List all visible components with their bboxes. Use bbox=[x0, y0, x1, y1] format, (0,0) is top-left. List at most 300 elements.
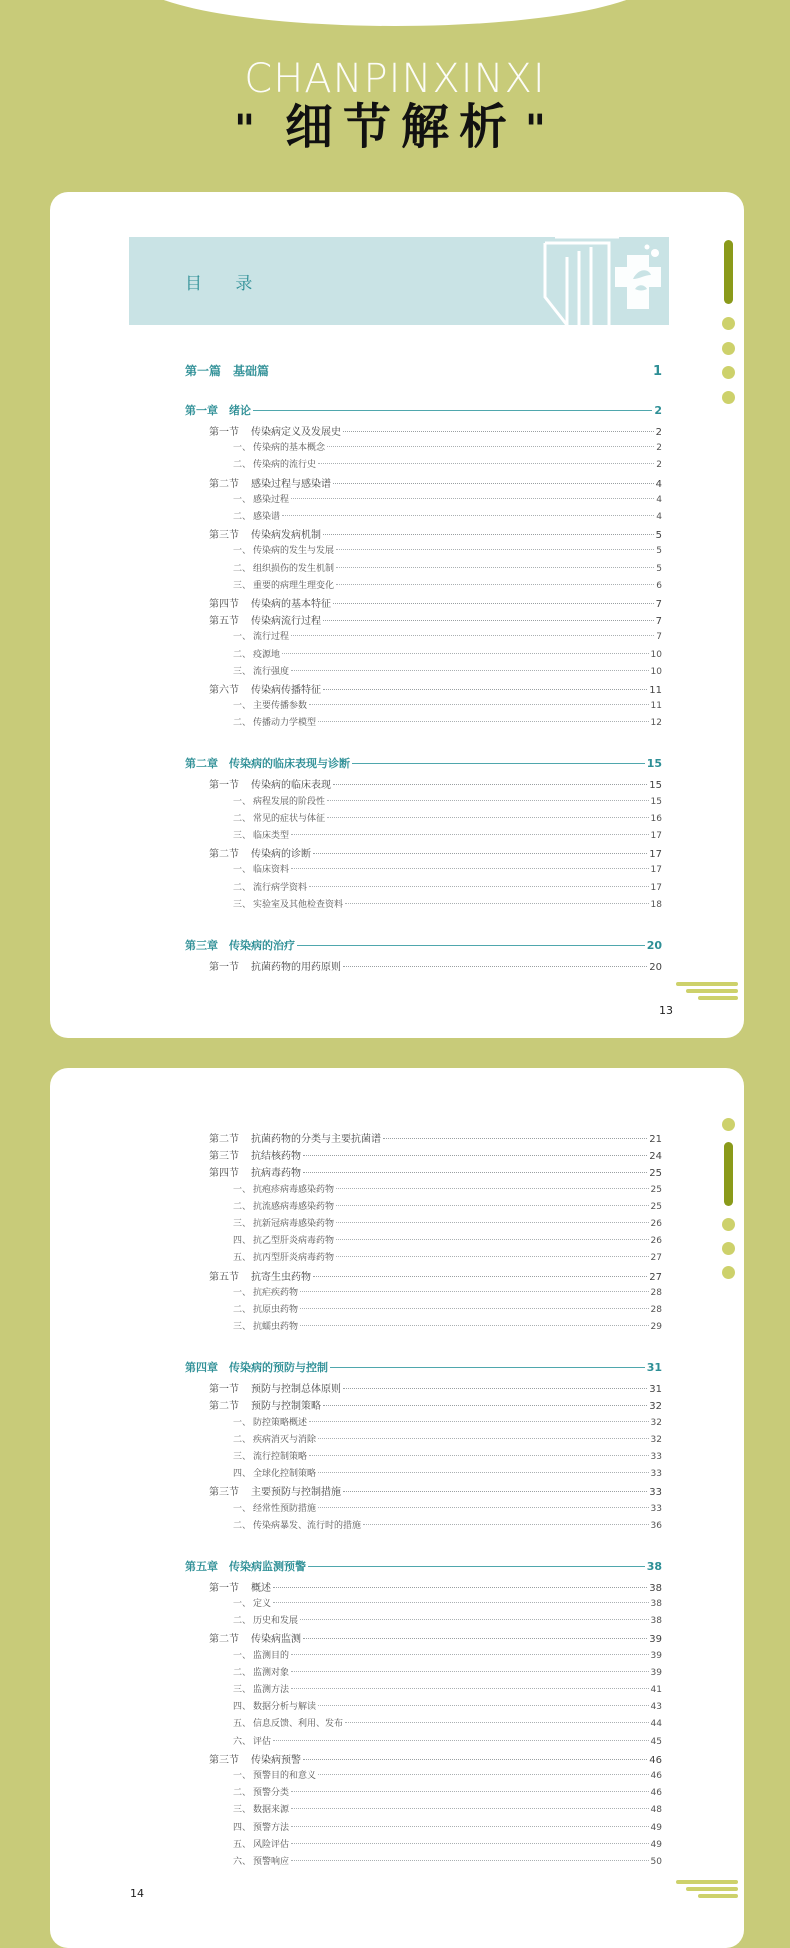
toc-entry-title: 预防与控制策略 bbox=[251, 1401, 321, 1413]
toc-entry-number: 一、 bbox=[233, 1771, 252, 1781]
toc-entry-title: 传染病的基本特征 bbox=[251, 599, 331, 610]
toc-entry-page: 46 bbox=[650, 1788, 662, 1799]
toc-entry-label bbox=[209, 423, 341, 438]
toc-entry-title: 传染病的基本概念 bbox=[253, 443, 326, 454]
toc-leader-line bbox=[336, 1256, 649, 1257]
toc-item-row[interactable] bbox=[233, 1802, 662, 1815]
toc-entry-label bbox=[233, 1319, 298, 1332]
toc-entry-title: 监测对象 bbox=[253, 1667, 290, 1678]
toc-leader-line bbox=[343, 1491, 647, 1492]
toc-entry-number: 第三节 bbox=[209, 1151, 239, 1163]
toc-entry-page: 44 bbox=[650, 1719, 662, 1730]
side-indicator-dot bbox=[722, 391, 735, 404]
toc-section-row[interactable] bbox=[209, 1164, 662, 1179]
toc-entry-number: 一、 bbox=[233, 494, 252, 505]
toc-entry-number: 第二节 bbox=[209, 1634, 239, 1646]
toc-entry-label bbox=[233, 509, 280, 522]
toc-leader-line bbox=[291, 1843, 649, 1844]
toc-leader-line bbox=[336, 1239, 649, 1240]
toc-section-row[interactable] bbox=[209, 1130, 662, 1145]
toc-entry-number: 第一节 bbox=[209, 1384, 239, 1396]
toc-leader-line bbox=[323, 620, 654, 621]
toc-item-row[interactable] bbox=[233, 698, 662, 711]
toc-leader-line bbox=[273, 1587, 647, 1588]
toc-entry-page: 28 bbox=[650, 1305, 662, 1315]
toc-item-row[interactable] bbox=[233, 1734, 662, 1747]
toc-entry-label bbox=[233, 897, 343, 910]
side-indicator-dot bbox=[722, 1118, 735, 1131]
toc-entry-page: 5 bbox=[656, 563, 662, 574]
toc-entry-title: 预防与控制总体原则 bbox=[251, 1384, 341, 1396]
toc-leader-line bbox=[318, 721, 649, 722]
toc-entry-page: 43 bbox=[650, 1702, 662, 1713]
page-number: 14 bbox=[130, 1887, 144, 1900]
side-indicator-dot bbox=[722, 317, 735, 330]
toc-entry-label bbox=[233, 1768, 316, 1781]
toc-entry-page: 15 bbox=[649, 780, 662, 792]
toc-entry-number: 一、 bbox=[233, 1599, 252, 1609]
toc-chapter-row[interactable] bbox=[185, 402, 662, 418]
toc-leader-line bbox=[291, 1808, 649, 1809]
toc-item-row[interactable] bbox=[233, 1216, 662, 1229]
toc-entry-page: 10 bbox=[650, 649, 662, 660]
toc-entry-title: 第二章 传染病的临床表现与诊断 bbox=[185, 757, 350, 771]
toc-entry-label bbox=[233, 1596, 271, 1609]
side-indicator-dot bbox=[722, 1218, 735, 1231]
toc-entry-page: 18 bbox=[650, 899, 662, 910]
toc-entry-number: 二、 bbox=[233, 1305, 252, 1315]
toc-entry-page: 26 bbox=[650, 1236, 662, 1247]
toc-item-row[interactable] bbox=[233, 1432, 662, 1445]
toc-leader-line bbox=[291, 1791, 649, 1792]
toc-entry-page: 17 bbox=[650, 865, 662, 876]
toc-section-row[interactable] bbox=[209, 1751, 662, 1766]
toc-entry-number: 二、 bbox=[233, 882, 252, 893]
toc-entry-title: 疾病消灭与消除 bbox=[253, 1434, 317, 1445]
toc-entry-number: 二、 bbox=[233, 512, 252, 522]
toc-entry-title: 传染病的流行史 bbox=[253, 460, 317, 471]
toc-section-row[interactable] bbox=[209, 526, 662, 541]
toc-entry-label bbox=[233, 647, 280, 660]
toc-item-row[interactable] bbox=[233, 1285, 662, 1298]
toc-entry-label bbox=[233, 1820, 289, 1833]
toc-leader-line bbox=[291, 868, 649, 869]
toc-entry-number: 第三节 bbox=[209, 530, 239, 542]
toc-entry-number: 一、 bbox=[233, 701, 252, 712]
toc-section-row[interactable] bbox=[209, 1147, 662, 1162]
toc-item-row[interactable] bbox=[233, 1820, 662, 1833]
toc-item-row[interactable] bbox=[233, 862, 662, 875]
toc-entry-page: 28 bbox=[650, 1287, 662, 1298]
toc-entry-label bbox=[233, 1682, 289, 1695]
toc-entry-number: 三、 bbox=[233, 1322, 252, 1333]
toc-item-row[interactable] bbox=[233, 647, 662, 660]
toc-entry-number: 四、 bbox=[233, 1469, 252, 1480]
toc-entry-page: 39 bbox=[650, 1667, 662, 1678]
toc-section-row[interactable] bbox=[209, 958, 662, 973]
toc-entry-title: 临床资料 bbox=[253, 865, 290, 876]
toc-entry-page: 12 bbox=[650, 718, 662, 729]
toc-item-row[interactable] bbox=[233, 1518, 662, 1531]
toc-entry-title: 传染病的诊断 bbox=[251, 849, 311, 861]
toc-section-row[interactable] bbox=[209, 475, 662, 490]
toc-entry-label bbox=[233, 715, 316, 728]
toc-entry-page: 32 bbox=[650, 1434, 662, 1445]
toc-entry-title: 传染病监测 bbox=[251, 1634, 301, 1646]
toc-entry-title: 抗蠕虫药物 bbox=[253, 1322, 299, 1333]
toc-item-row[interactable] bbox=[233, 440, 662, 453]
toc-entry-title: 第五章 传染病监测预警 bbox=[185, 1559, 306, 1573]
toc-entry-page: 33 bbox=[650, 1469, 662, 1480]
toc-entry-title: 流行病学资料 bbox=[253, 882, 308, 893]
toc-item-row[interactable] bbox=[233, 1613, 662, 1626]
toc-entry-title: 第三章 传染病的治疗 bbox=[185, 938, 295, 952]
toc-leader-line bbox=[352, 763, 645, 764]
toc-entry-title: 预警方法 bbox=[253, 1822, 290, 1833]
toc-entry-label bbox=[209, 1397, 321, 1412]
toc-leader-line bbox=[282, 653, 649, 654]
toc-entry-label bbox=[209, 958, 341, 973]
toc-item-row[interactable] bbox=[233, 629, 662, 642]
toc-entry-title: 抗病毒药物 bbox=[251, 1168, 301, 1180]
toc-entry-page: 27 bbox=[650, 1253, 662, 1264]
toc-item-row[interactable] bbox=[233, 828, 662, 841]
toc-entry-label bbox=[209, 595, 331, 610]
toc-entry-page: 38 bbox=[646, 1559, 662, 1573]
toc-leader-line bbox=[273, 1740, 649, 1741]
toc-entry-number: 一、 bbox=[233, 1650, 252, 1661]
toc-entry-title: 第一篇 基础篇 bbox=[185, 364, 270, 378]
toc-section-row[interactable] bbox=[209, 1630, 662, 1645]
toc-entry-title: 预警分类 bbox=[253, 1788, 290, 1799]
toc-entry-label bbox=[233, 1216, 334, 1229]
toc-entry-title: 感染谱 bbox=[253, 512, 281, 522]
toc-item-row[interactable] bbox=[233, 1699, 662, 1712]
toc-entry-number: 五、 bbox=[233, 1839, 252, 1850]
toc-leader-line bbox=[333, 784, 647, 785]
toc-entry-title: 疫源地 bbox=[253, 649, 281, 660]
toc-entry-label bbox=[233, 1518, 361, 1531]
toc-entry-label bbox=[233, 1466, 316, 1479]
toc-entry-number: 一、 bbox=[233, 1184, 252, 1195]
toc-entry-number: 三、 bbox=[233, 1219, 252, 1229]
toc-leader-line bbox=[309, 1455, 649, 1456]
toc-entry-number: 二、 bbox=[233, 563, 252, 574]
toc-leader-line bbox=[336, 1205, 649, 1206]
toc-section-row[interactable] bbox=[209, 612, 662, 627]
toc-item-row[interactable] bbox=[233, 1501, 662, 1514]
toc-entry-number: 二、 bbox=[233, 460, 252, 471]
toc-chapter-row[interactable] bbox=[185, 937, 662, 953]
toc-chapter-row[interactable] bbox=[185, 1359, 662, 1375]
toc-entry-page: 20 bbox=[649, 961, 662, 973]
toc-item-row[interactable] bbox=[233, 1854, 662, 1867]
toc-item-row[interactable] bbox=[233, 1182, 662, 1195]
toc-entry-page: 17 bbox=[649, 849, 662, 861]
toc-entry-label bbox=[233, 1250, 334, 1263]
toc-entry-label bbox=[209, 1483, 341, 1498]
toc-entry-number: 二、 bbox=[233, 1520, 252, 1531]
toc-entry-number: 一、 bbox=[233, 865, 252, 876]
toc-section-row[interactable] bbox=[209, 681, 662, 696]
toc-entry-title: 抗菌药物的用药原则 bbox=[251, 961, 341, 973]
toc-leader-line bbox=[333, 603, 654, 604]
toc-section-row[interactable] bbox=[209, 595, 662, 610]
close-quote: " bbox=[525, 107, 556, 153]
toc-leader-line bbox=[291, 1826, 649, 1827]
toc-entry-page: 17 bbox=[650, 831, 662, 841]
toc-entry-title: 第四章 传染病的预防与控制 bbox=[185, 1361, 328, 1375]
toc-leader-line bbox=[323, 689, 647, 690]
toc-entry-title: 数据来源 bbox=[253, 1805, 290, 1816]
toc-leader-line bbox=[318, 1774, 649, 1775]
toc-entry-page: 50 bbox=[650, 1857, 662, 1867]
toc-entry-number: 三、 bbox=[233, 1452, 252, 1462]
toc-entry-number: 第一节 bbox=[209, 427, 239, 438]
toc-item-row[interactable] bbox=[233, 1466, 662, 1479]
toc-entry-title: 抗新冠病毒感染药物 bbox=[253, 1219, 335, 1229]
toc-item-row[interactable] bbox=[233, 880, 662, 893]
toc-item-row[interactable] bbox=[233, 811, 662, 824]
toc-entry-title: 抗结核药物 bbox=[251, 1151, 301, 1163]
toc-entry-number: 第一节 bbox=[209, 1582, 239, 1594]
toc-entry-page: 17 bbox=[650, 882, 662, 893]
toc-leader-line bbox=[309, 704, 649, 705]
toc-item-row[interactable] bbox=[233, 1199, 662, 1212]
toc-entry-title: 传染病预警 bbox=[251, 1754, 301, 1766]
toc-entry-label bbox=[233, 629, 289, 642]
toc-entry-label bbox=[233, 1785, 289, 1798]
toc-section-row[interactable] bbox=[209, 1483, 662, 1498]
toc-entry-title: 流行过程 bbox=[253, 632, 290, 643]
toc-entry-page: 48 bbox=[650, 1805, 662, 1816]
toc-entry-number: 第二节 bbox=[209, 1134, 239, 1145]
toc-entry-page: 2 bbox=[654, 404, 662, 417]
toc-leader-line bbox=[308, 1566, 645, 1567]
toc-leader-line bbox=[345, 1722, 649, 1723]
toc-entry-page: 41 bbox=[650, 1685, 662, 1695]
toc-entry-title: 抗疱疹病毒感染药物 bbox=[253, 1184, 335, 1195]
toc-leader-line bbox=[291, 1671, 649, 1672]
toc-entry-page: 2 bbox=[655, 427, 662, 438]
toc-item-row[interactable] bbox=[233, 1319, 662, 1332]
toc-leader-line bbox=[303, 1759, 647, 1760]
toc-entry-title: 经常性预防措施 bbox=[253, 1503, 317, 1514]
toc-entry-label bbox=[209, 612, 321, 627]
toc-entry-page: 15 bbox=[650, 796, 662, 807]
toc-entry-title: 历史和发展 bbox=[253, 1616, 299, 1627]
toc-entry-number: 三、 bbox=[233, 1805, 252, 1816]
toc-entry-page: 11 bbox=[649, 685, 662, 696]
toc-item-row[interactable] bbox=[233, 664, 662, 677]
toc-item-row[interactable] bbox=[233, 1682, 662, 1695]
toc-entry-number: 第四节 bbox=[209, 1168, 239, 1180]
toc-leader-line bbox=[318, 463, 654, 464]
toc-leader-line bbox=[303, 1155, 647, 1156]
toc-entry-page: 32 bbox=[649, 1401, 662, 1413]
toc-entry-label bbox=[233, 698, 307, 711]
toc-entry-number: 第二节 bbox=[209, 1401, 239, 1413]
toc-entry-number: 二、 bbox=[233, 1434, 252, 1445]
toc-entry-number: 二、 bbox=[233, 1667, 252, 1678]
toc-entry-page: 5 bbox=[655, 530, 662, 542]
toc-entry-title: 传染病传播特征 bbox=[251, 685, 321, 696]
side-indicator-dot bbox=[722, 366, 735, 379]
toc-leader-line bbox=[336, 549, 654, 550]
toc-entry-page: 49 bbox=[650, 1839, 662, 1850]
toc-entry-number: 五、 bbox=[233, 1719, 252, 1730]
toc-entry-label bbox=[185, 1558, 306, 1574]
toc-leader-line bbox=[343, 431, 654, 432]
toc-item-row[interactable] bbox=[233, 1716, 662, 1729]
toc-leader-line bbox=[291, 670, 649, 671]
toc-title: 目 录 bbox=[185, 274, 267, 294]
toc-entry-title: 信息反馈、利用、发布 bbox=[253, 1719, 344, 1730]
toc-item-row[interactable] bbox=[233, 1302, 662, 1315]
toc-entry-label bbox=[209, 681, 321, 696]
toc-item-row[interactable] bbox=[233, 561, 662, 574]
toc-entry-label bbox=[233, 1182, 334, 1195]
toc-item-row[interactable] bbox=[233, 457, 662, 470]
toc-entry-title: 传染病流行过程 bbox=[251, 616, 321, 628]
toc-leader-line bbox=[300, 1619, 649, 1620]
toc-leader-line bbox=[297, 945, 645, 946]
toc-part-row[interactable] bbox=[185, 362, 662, 379]
toc-item-row[interactable] bbox=[233, 1837, 662, 1850]
toc-entry-number: 六、 bbox=[233, 1736, 252, 1747]
toc-leader-line bbox=[291, 498, 654, 499]
toc-section-row[interactable] bbox=[209, 1268, 662, 1283]
toc-entry-number: 第三节 bbox=[209, 1487, 239, 1499]
toc-entry-label bbox=[233, 561, 334, 574]
toc-entry-number: 二、 bbox=[233, 649, 252, 660]
toc-entry-title: 定义 bbox=[253, 1599, 272, 1609]
toc-entry-title: 第一章 绪论 bbox=[185, 404, 251, 417]
toc-item-row[interactable] bbox=[233, 1596, 662, 1609]
toc-entry-page: 2 bbox=[656, 460, 662, 471]
toc-item-row[interactable] bbox=[233, 1785, 662, 1798]
toc-item-row[interactable] bbox=[233, 578, 662, 591]
side-indicator-dot bbox=[722, 1266, 735, 1279]
toc-entry-page: 24 bbox=[649, 1151, 662, 1163]
toc-leader-line bbox=[253, 410, 652, 411]
toc-chapter-row[interactable] bbox=[185, 755, 662, 771]
toc-entry-page: 11 bbox=[650, 701, 662, 712]
toc-item-row[interactable] bbox=[233, 1415, 662, 1428]
toc-entry-page: 25 bbox=[649, 1168, 662, 1180]
toc-entry-number: 二、 bbox=[233, 718, 252, 729]
toc-entry-title: 主要传播参数 bbox=[253, 701, 308, 712]
toc-entry-page: 5 bbox=[656, 546, 662, 557]
toc-entry-label bbox=[233, 1501, 316, 1514]
toc-entry-label bbox=[233, 828, 289, 841]
toc-leader-line bbox=[291, 1860, 649, 1861]
toc-item-row[interactable] bbox=[233, 897, 662, 910]
toc-entry-title: 病程发展的阶段性 bbox=[253, 796, 326, 807]
toc-entry-page: 15 bbox=[646, 757, 662, 771]
toc-leader-line bbox=[327, 817, 649, 818]
toc-section-row[interactable] bbox=[209, 776, 662, 791]
toc-entry-title: 传染病定义及发展史 bbox=[251, 427, 341, 438]
toc-entry-number: 第六节 bbox=[209, 685, 239, 696]
toc-leader-line bbox=[282, 515, 654, 516]
book-medical-icon bbox=[539, 237, 669, 325]
toc-page-1 bbox=[50, 192, 744, 1038]
toc-entry-number: 四、 bbox=[233, 1822, 252, 1833]
toc-entry-label bbox=[209, 1147, 301, 1162]
toc-entry-page: 49 bbox=[650, 1822, 662, 1833]
toc-entry-title: 风险评估 bbox=[253, 1839, 290, 1850]
toc-section-row[interactable] bbox=[209, 1380, 662, 1395]
toc-entry-number: 一、 bbox=[233, 1287, 252, 1298]
toc-item-row[interactable] bbox=[233, 509, 662, 522]
toc-entry-title: 抗菌药物的分类与主要抗菌谱 bbox=[251, 1134, 381, 1145]
toc-entry-title: 传染病的临床表现 bbox=[251, 780, 331, 792]
toc-section-row[interactable] bbox=[209, 1397, 662, 1412]
toc-item-row[interactable] bbox=[233, 1665, 662, 1678]
toc-entry-title: 抗流感病毒感染药物 bbox=[253, 1201, 335, 1212]
toc-entry-label bbox=[233, 1613, 298, 1626]
toc-entry-label bbox=[233, 440, 325, 453]
toc-leader-line bbox=[313, 853, 647, 854]
toc-banner bbox=[129, 237, 669, 325]
toc-entry-label bbox=[233, 1854, 289, 1867]
toc-leader-line bbox=[309, 886, 649, 887]
toc-item-row[interactable] bbox=[233, 1250, 662, 1263]
toc-entry-label bbox=[233, 1716, 343, 1729]
toc-entry-label bbox=[209, 1268, 311, 1283]
header-english-title: CHANPINXINXI bbox=[244, 56, 546, 102]
toc-item-row[interactable] bbox=[233, 1233, 662, 1246]
toc-item-row[interactable] bbox=[233, 715, 662, 728]
toc-item-row[interactable] bbox=[233, 543, 662, 556]
toc-entry-label bbox=[233, 664, 289, 677]
toc-entry-title: 全球化控制策略 bbox=[253, 1469, 317, 1480]
toc-section-row[interactable] bbox=[209, 845, 662, 860]
toc-entry-number: 第五节 bbox=[209, 616, 239, 628]
toc-entry-page: 36 bbox=[650, 1520, 662, 1531]
toc-entry-label bbox=[233, 880, 307, 893]
header-title-text: 细节解析 bbox=[284, 99, 517, 155]
open-quote: " bbox=[234, 107, 265, 153]
toc-entry-title: 传染病发病机制 bbox=[251, 530, 321, 542]
toc-item-row[interactable] bbox=[233, 492, 662, 505]
toc-entry-page: 7 bbox=[656, 632, 662, 643]
toc-entry-label bbox=[185, 1359, 328, 1375]
page-number: 13 bbox=[659, 1004, 673, 1017]
toc-entry-number: 第二节 bbox=[209, 849, 239, 861]
toc-entry-title: 监测方法 bbox=[253, 1685, 290, 1695]
toc-entry-page: 10 bbox=[650, 666, 662, 677]
toc-item-row[interactable] bbox=[233, 1768, 662, 1781]
toc-section-row[interactable] bbox=[209, 1579, 662, 1594]
toc-entry-title: 流行控制策略 bbox=[253, 1452, 308, 1462]
toc-item-row[interactable] bbox=[233, 794, 662, 807]
toc-entry-title: 传染病暴发、流行时的措施 bbox=[253, 1520, 362, 1531]
toc-item-row[interactable] bbox=[233, 1648, 662, 1661]
toc-chapter-row[interactable] bbox=[185, 1558, 662, 1574]
toc-item-row[interactable] bbox=[233, 1449, 662, 1462]
toc-entry-number: 三、 bbox=[233, 899, 252, 910]
toc-section-row[interactable] bbox=[209, 423, 662, 438]
toc-entry-number: 第三节 bbox=[209, 1754, 239, 1766]
toc-entry-page: 26 bbox=[650, 1219, 662, 1229]
toc-entry-label bbox=[209, 1380, 341, 1395]
toc-entry-number: 三、 bbox=[233, 666, 252, 677]
toc-entry-number: 第四节 bbox=[209, 599, 239, 610]
toc-entry-label bbox=[185, 755, 350, 771]
toc-entry-label bbox=[233, 1285, 298, 1298]
